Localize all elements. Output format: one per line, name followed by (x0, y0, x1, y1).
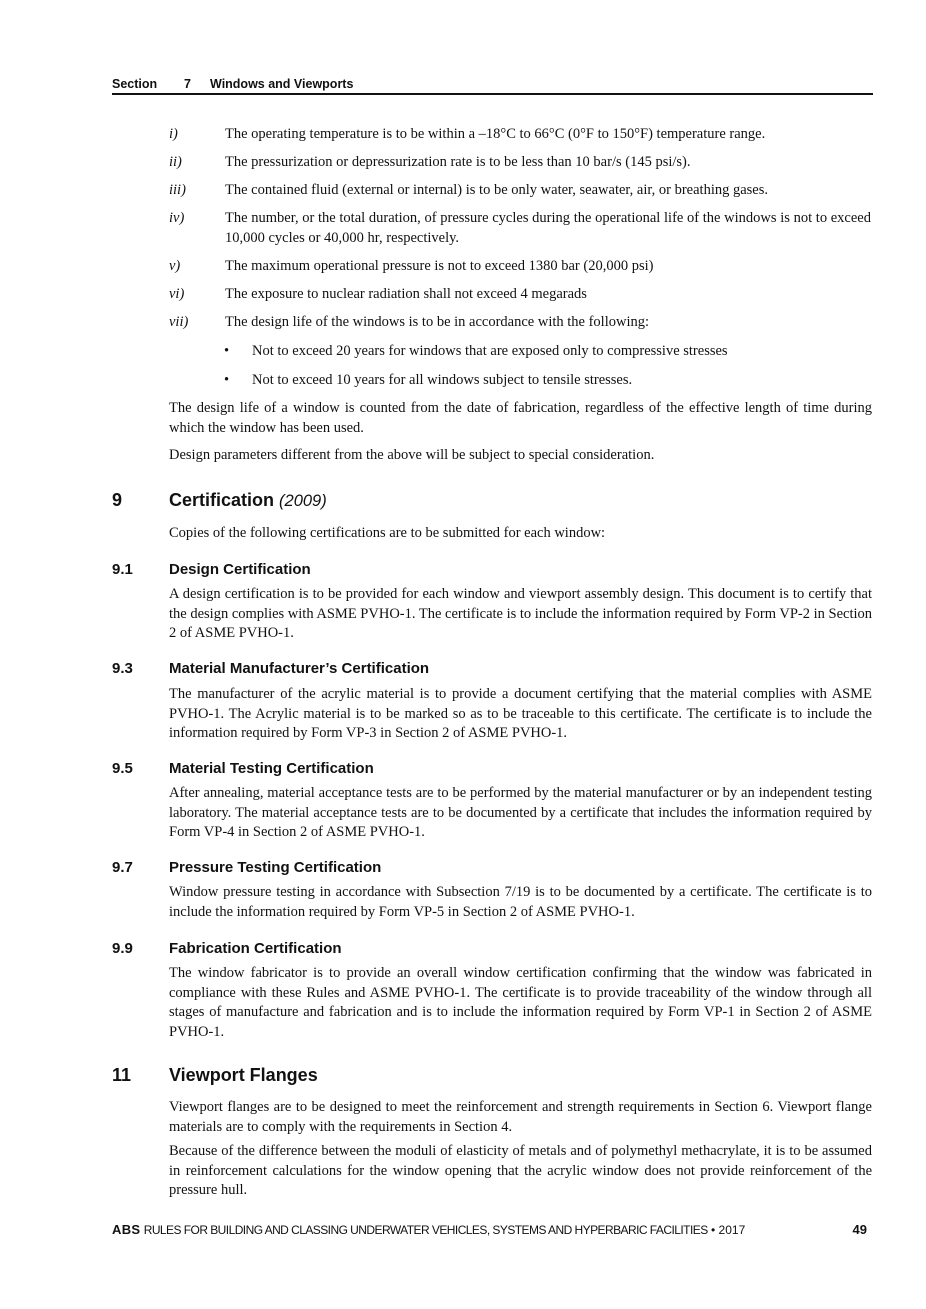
section-title: Viewport Flanges (169, 1065, 318, 1085)
subsection-number: 9.5 (112, 760, 133, 777)
section-11-paragraph-1: Viewport flanges are to be designed to meet the reinforcement and strength requirements in Section 6. Viewport flange materials are to comply with the requirements in Section 4. (169, 1099, 872, 1135)
section-9-intro: Copies of the following certifications are to be submitted for each window: (169, 525, 606, 541)
subsection-number: 9.1 (112, 561, 133, 578)
condition-number: vi) (169, 286, 185, 302)
subsection-number: 9.9 (112, 940, 133, 957)
condition-number: i) (169, 126, 178, 142)
bullet-text: Not to exceed 20 years for windows that are exposed only to compressive stresses (252, 343, 728, 359)
subsection-title: Fabrication Certification (169, 940, 342, 957)
footer-separator: • (711, 1223, 716, 1237)
subsection-number: 9.7 (112, 859, 133, 876)
condition-text: The exposure to nuclear radiation shall not exceed 4 megarads (225, 286, 587, 302)
subsection-text: The window fabricator is to provide an overall window certification confirming that the window was fabricated in compliance with these Rules and ASME PVHO-1. The certificate is to provide traceability of the window through all stages of manufacture and fabrication and is to include the information required by Form VP-1 in Section 2 of ASME PVHO-1. (169, 965, 872, 1040)
condition-text: The operating temperature is to be within a –18°C to 66°C (0°F to 150°F) temperature range. (225, 126, 766, 142)
subsection-text: After annealing, material acceptance tests are to be performed by the material manufacturer or by an independent testing laboratory. The material acceptance tests are to be documented by a certificate that includes the information required by Form VP-4 in Section 2 of ASME PVHO-1. (169, 785, 872, 840)
condition-text: The contained fluid (external or internal) is to be only water, seawater, air, or breathing gases. (225, 182, 769, 198)
subsection-text: A design certification is to be provided for each window and viewport assembly design. This document is to certify that the design complies with ASME PVHO-1. The certificate is to include the information required by Form VP-2 in Section 2 of ASME PVHO-1. (169, 586, 873, 641)
condition-number: v) (169, 258, 181, 274)
section-number: 9 (112, 490, 123, 510)
condition-number: vii) (169, 314, 189, 330)
subsection-title: Material Manufacturer’s Certification (169, 660, 430, 677)
running-header (112, 76, 873, 94)
page-number: 49 (852, 1222, 867, 1237)
bullet-icon: • (224, 343, 230, 359)
design-life-paragraph: The design life of a window is counted from the date of fabrication, regardless of the effective length of time during which the window has been used. (169, 400, 872, 436)
footer-brand: ABS (112, 1222, 141, 1237)
header-section-label: Section (112, 77, 158, 91)
condition-number: iii) (169, 182, 186, 198)
section-year: (2009) (279, 492, 327, 510)
header-section-title: Windows and Viewports (210, 77, 354, 91)
subsection-number: 9.3 (112, 660, 133, 677)
condition-text: The number, or the total duration, of pressure cycles during the operational life of the windows is not to exceed 10,000 cycles or 40,000 hr, respectively. (225, 210, 871, 246)
subsection-text: The manufacturer of the acrylic material is to provide a document certifying that the material complies with ASME PVHO-1. The Acrylic material is to be marked so as to be traceable to this certificate. The certificate is to include the information required by Form VP-3 in Section 2 of ASME PVHO-1. (169, 686, 872, 741)
condition-text: The pressurization or depressurization rate is to be less than 10 bar/s (145 psi/s). (225, 154, 691, 170)
header-rule (112, 93, 873, 95)
design-parameters-paragraph: Design parameters different from the above will be subject to special consideration. (169, 447, 655, 463)
subsection-text: Window pressure testing in accordance with Subsection 7/19 is to be documented by a certificate. The certificate is to include the information required by Form VP-5 in Section 2 of ASME PVHO-1. (169, 884, 872, 920)
subsection-title: Material Testing Certification (169, 760, 374, 777)
footer-year: 2017 (718, 1223, 746, 1237)
condition-number: ii) (169, 154, 182, 170)
condition-text: The design life of the windows is to be in accordance with the following: (225, 314, 650, 330)
section-title: Certification (169, 490, 275, 510)
condition-text: The maximum operational pressure is not to exceed 1380 bar (20,000 psi) (225, 258, 654, 274)
footer-title: RULES FOR BUILDING AND CLASSING UNDERWATER VEHICLES, SYSTEMS AND HYPERBARIC FACILITIES (143, 1223, 708, 1237)
header-section-number: 7 (184, 77, 191, 91)
bullet-icon: • (224, 372, 230, 388)
subsection-title: Pressure Testing Certification (169, 859, 382, 876)
section-number: 11 (112, 1065, 132, 1085)
bullet-text: Not to exceed 10 years for all windows subject to tensile stresses. (252, 372, 633, 388)
running-footer (112, 1222, 873, 1242)
subsection-title: Design Certification (169, 561, 311, 578)
section-11-paragraph-2: Because of the difference between the moduli of elasticity of metals and of polymethyl methacrylate, it is to be assumed in reinforcement calculations for the window opening that the acrylic window does not provide reinforcement of the pressure hull. (169, 1143, 872, 1198)
condition-number: iv) (169, 210, 185, 226)
